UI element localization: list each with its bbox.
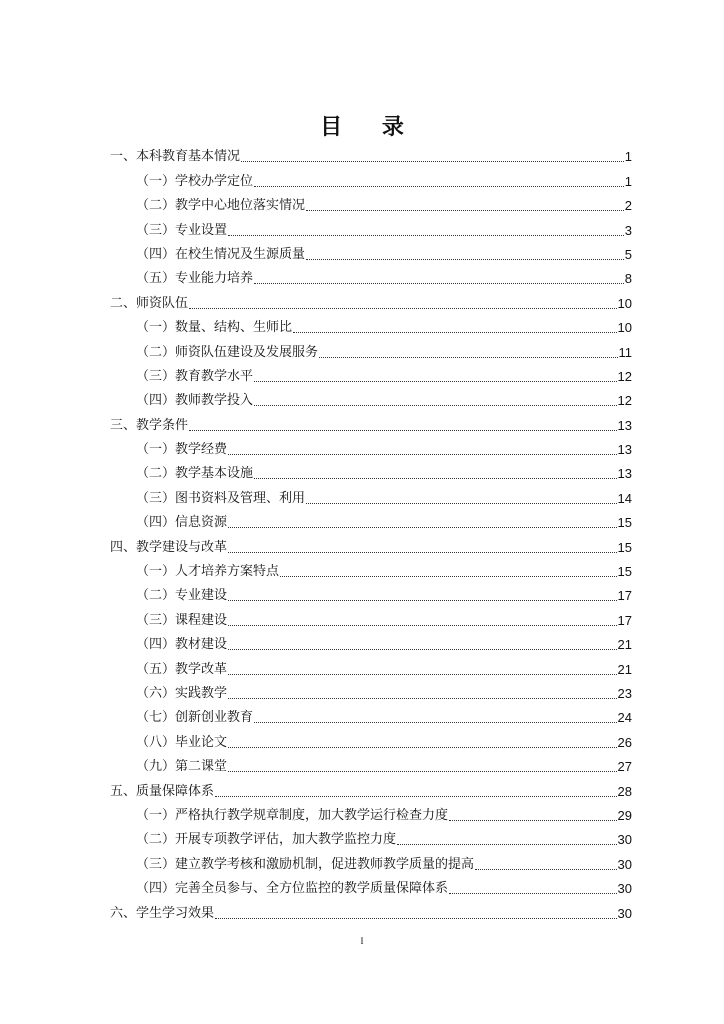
toc-entry-text: （四）教师教学投入 xyxy=(136,393,254,409)
toc-dot-leader xyxy=(293,332,617,333)
toc-subsection-entry[interactable] xyxy=(110,458,632,482)
toc-subsection-entry[interactable] xyxy=(110,629,632,653)
toc-entry-text: 五、质量保障体系 xyxy=(110,783,215,799)
toc-entry-text: 六、学生学习效果 xyxy=(110,905,215,921)
toc-subsection-entry[interactable] xyxy=(110,726,632,750)
toc-subsection-entry[interactable] xyxy=(110,800,632,824)
toc-entry-text: 二、师资队伍 xyxy=(110,295,189,311)
toc-subsection-entry[interactable] xyxy=(110,482,632,506)
toc-entry-page: 28 xyxy=(617,783,632,799)
toc-entry-page: 10 xyxy=(617,295,632,311)
toc-dot-leader xyxy=(254,381,617,382)
toc-entry-text: （五）教学改革 xyxy=(136,661,228,677)
toc-dot-leader xyxy=(319,357,617,358)
toc-entry-page: 24 xyxy=(617,710,632,726)
toc-dot-leader xyxy=(215,796,617,797)
toc-subsection-entry[interactable] xyxy=(110,507,632,531)
toc-subsection-entry[interactable] xyxy=(110,604,632,628)
toc-entry-text: （三）图书资料及管理、利用 xyxy=(136,490,306,506)
toc-subsection-entry[interactable] xyxy=(110,824,632,848)
toc-subsection-entry[interactable] xyxy=(110,678,632,702)
toc-entry-page: 12 xyxy=(617,393,632,409)
toc-dot-leader xyxy=(306,210,624,211)
toc-entry-page: 12 xyxy=(617,368,632,384)
toc-dot-leader xyxy=(228,771,617,772)
toc-subsection-entry[interactable] xyxy=(110,751,632,775)
toc-entry-text: （四）完善全员参与、全方位监控的教学质量保障体系 xyxy=(136,881,449,897)
toc-subsection-entry[interactable] xyxy=(110,434,632,458)
toc-section-entry[interactable] xyxy=(110,775,632,799)
toc-dot-leader xyxy=(228,235,624,236)
toc-dot-leader xyxy=(228,747,617,748)
toc-entry-text: （九）第二课堂 xyxy=(136,759,228,775)
table-of-contents xyxy=(110,141,632,922)
toc-entry-text: （一）教学经费 xyxy=(136,442,228,458)
page-number: I xyxy=(360,936,364,946)
toc-entry-page: 2 xyxy=(624,198,632,214)
toc-entry-page: 26 xyxy=(617,734,632,750)
toc-entry-page: 5 xyxy=(624,246,632,262)
toc-entry-text: （三）课程建设 xyxy=(136,612,228,628)
toc-section-entry[interactable] xyxy=(110,409,632,433)
toc-dot-leader xyxy=(228,698,617,699)
toc-entry-text: （六）实践教学 xyxy=(136,685,228,701)
toc-dot-leader xyxy=(254,186,624,187)
toc-entry-text: （三）建立教学考核和激励机制，促进教师教学质量的提高 xyxy=(136,856,475,872)
toc-dot-leader xyxy=(475,869,617,870)
toc-subsection-entry[interactable] xyxy=(110,873,632,897)
toc-entry-page: 13 xyxy=(617,466,632,482)
toc-entry-page: 15 xyxy=(617,564,632,580)
toc-entry-page: 17 xyxy=(617,588,632,604)
toc-dot-leader xyxy=(215,918,617,919)
toc-subsection-entry[interactable] xyxy=(110,336,632,360)
toc-entry-page: 23 xyxy=(617,685,632,701)
toc-entry-text: （四）在校生情况及生源质量 xyxy=(136,246,306,262)
toc-entry-text: （一）数量、结构、生师比 xyxy=(136,320,293,336)
toc-entry-text: （三）专业设置 xyxy=(136,222,228,238)
toc-subsection-entry[interactable] xyxy=(110,239,632,263)
toc-entry-text: （三）教育教学水平 xyxy=(136,368,254,384)
toc-entry-page: 27 xyxy=(617,759,632,775)
toc-entry-page: 8 xyxy=(624,271,632,287)
toc-entry-text: （五）专业能力培养 xyxy=(136,271,254,287)
toc-subsection-entry[interactable] xyxy=(110,214,632,238)
toc-entry-page: 29 xyxy=(617,807,632,823)
toc-entry-page: 30 xyxy=(617,856,632,872)
toc-subsection-entry[interactable] xyxy=(110,702,632,726)
toc-entry-text: （一）人才培养方案特点 xyxy=(136,564,280,580)
toc-entry-text: （四）信息资源 xyxy=(136,515,228,531)
toc-entry-page: 21 xyxy=(617,661,632,677)
toc-entry-text: 一、本科教育基本情况 xyxy=(110,149,241,165)
toc-entry-text: 四、教学建设与改革 xyxy=(110,539,228,555)
toc-subsection-entry[interactable] xyxy=(110,361,632,385)
toc-entry-page: 11 xyxy=(618,344,632,360)
toc-entry-page: 10 xyxy=(617,320,632,336)
toc-entry-text: 三、教学条件 xyxy=(110,417,189,433)
toc-subsection-entry[interactable] xyxy=(110,312,632,336)
toc-entry-page: 13 xyxy=(617,417,632,433)
toc-dot-leader xyxy=(228,625,617,626)
toc-subsection-entry[interactable] xyxy=(110,165,632,189)
toc-dot-leader xyxy=(306,503,617,504)
toc-entry-text: （七）创新创业教育 xyxy=(136,710,254,726)
toc-dot-leader xyxy=(254,478,617,479)
toc-subsection-entry[interactable] xyxy=(110,263,632,287)
toc-dot-leader xyxy=(228,552,617,553)
toc-entry-text: （二）师资队伍建设及发展服务 xyxy=(136,344,319,360)
toc-entry-text: （一）学校办学定位 xyxy=(136,173,254,189)
toc-dot-leader xyxy=(241,161,624,162)
toc-subsection-entry[interactable] xyxy=(110,848,632,872)
toc-subsection-entry[interactable] xyxy=(110,653,632,677)
toc-subsection-entry[interactable] xyxy=(110,556,632,580)
toc-dot-leader xyxy=(280,576,617,577)
toc-dot-leader xyxy=(397,844,617,845)
toc-entry-text: （二）教学基本设施 xyxy=(136,466,254,482)
toc-dot-leader xyxy=(254,283,624,284)
toc-entry-text: （二）专业建设 xyxy=(136,588,228,604)
toc-dot-leader xyxy=(189,430,617,431)
toc-entry-page: 13 xyxy=(617,442,632,458)
toc-entry-page: 30 xyxy=(617,905,632,921)
toc-entry-page: 30 xyxy=(617,881,632,897)
toc-entry-page: 1 xyxy=(624,173,632,189)
toc-entry-page: 3 xyxy=(624,222,632,238)
toc-dot-leader xyxy=(228,527,617,528)
toc-subsection-entry[interactable] xyxy=(110,385,632,409)
toc-dot-leader xyxy=(306,259,624,260)
toc-dot-leader xyxy=(228,649,617,650)
toc-entry-page: 21 xyxy=(617,637,632,653)
toc-entry-page: 15 xyxy=(617,515,632,531)
toc-entry-text: （二）教学中心地位落实情况 xyxy=(136,198,306,214)
toc-section-entry[interactable] xyxy=(110,287,632,311)
toc-dot-leader xyxy=(228,600,617,601)
toc-dot-leader xyxy=(449,820,617,821)
toc-section-entry[interactable] xyxy=(110,141,632,165)
toc-dot-leader xyxy=(228,674,617,675)
toc-entry-text: （四）教材建设 xyxy=(136,637,228,653)
toc-section-entry[interactable] xyxy=(110,531,632,555)
toc-dot-leader xyxy=(189,308,617,309)
toc-entry-page: 15 xyxy=(617,539,632,555)
toc-section-entry[interactable] xyxy=(110,897,632,921)
toc-entry-page: 1 xyxy=(624,149,632,165)
toc-entry-page: 17 xyxy=(617,612,632,628)
toc-entry-page: 30 xyxy=(617,832,632,848)
toc-subsection-entry[interactable] xyxy=(110,190,632,214)
toc-entry-page: 14 xyxy=(617,490,632,506)
toc-dot-leader xyxy=(449,893,617,894)
toc-dot-leader xyxy=(254,405,617,406)
toc-dot-leader xyxy=(228,454,617,455)
toc-entry-text: （八）毕业论文 xyxy=(136,734,228,750)
toc-dot-leader xyxy=(254,722,617,723)
toc-entry-text: （一）严格执行教学规章制度，加大教学运行检查力度 xyxy=(136,807,449,823)
toc-title: 目 录 xyxy=(320,114,420,140)
toc-entry-text: （二）开展专项教学评估，加大教学监控力度 xyxy=(136,832,397,848)
toc-subsection-entry[interactable] xyxy=(110,580,632,604)
